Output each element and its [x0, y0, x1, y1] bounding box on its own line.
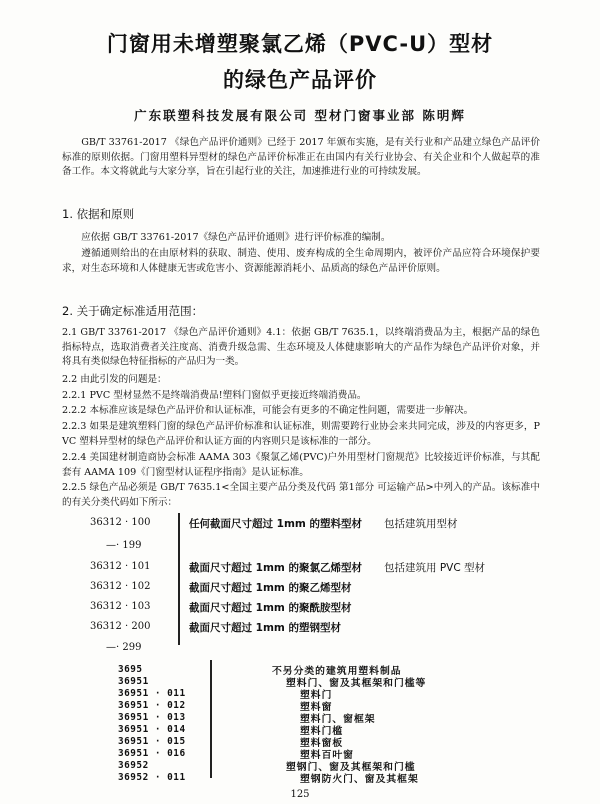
clause-2-2-2: 2.2.2 本标准应该是绿色产品评价和认证标准，可能会有更多的不确定性问题，需要进一步解决。: [62, 405, 474, 416]
table-2-desc: 塑料门: [300, 690, 333, 701]
table-2-desc: 不另分类的建筑用塑料制品: [272, 666, 402, 677]
clause-2-2-4: 2.2.4 美国建材制造商协会标准 AAMA 303《聚氯乙烯(PVC)户外用型材门窗规范》比较接近评价标准，与其配套有 AAMA 109《门窗型材认证程序指南》是认证标准。: [62, 452, 540, 478]
table-2-code: 36951 · 012: [118, 700, 186, 711]
section-1-paragraph-2: 遵循通则给出的在由原材料的获取、制造、使用、废弃构成的全生命周期内，被评价产品应符合环境保护要求，对生态环境和人体健康无害或危害小、资源能源消耗小、品质高的绿色产品评价原则。: [62, 248, 540, 274]
table-2-desc: 塑料窗板: [300, 738, 344, 749]
table-1-code: 36312 · 100: [90, 517, 151, 528]
table-2-code: 36952: [118, 760, 149, 771]
table-2-code: 3695: [118, 664, 143, 675]
table-2-desc: 塑钢防火门、窗及其框架: [300, 774, 419, 785]
table-1-code: 36312 · 102: [90, 581, 151, 592]
table-1-code: 36312 · 200: [90, 621, 151, 632]
table-1-code: —· 299: [106, 642, 142, 653]
table-2-desc: 塑料门、窗框架: [300, 714, 376, 725]
table-2-desc: 塑料门、窗及其框架和门槛等: [286, 678, 427, 689]
clause-2-2-3: 2.2.3 如果是建筑塑料门窗的绿色产品评价标准和认证标准，则需要跨行业协会来共同完成，涉及的内容更多，PVC 塑料异型材的绿色产品评价和认证方面的内容则只是该标准的一部分。: [62, 421, 540, 447]
table-2-desc: 塑料门槛: [300, 726, 344, 737]
table-2-desc: 塑料窗: [300, 702, 333, 713]
table-1-note: 包括建筑用 PVC 型材: [384, 562, 486, 574]
clause-2-2-5: 2.2.5 绿色产品必须是 GB/T 7635.1<全国主要产品分类及代码 第1部分 可运输产品>中列入的产品。该标准中的有关分类代码如下所示：: [62, 482, 540, 508]
intro-paragraph: GB/T 33761-2017 《绿色产品评价通则》已经于 2017 年颁布实施，是有关行业和产品建立绿色产品评价标准的原则依据。门窗用塑料异型材的绿色产品评价标准正在由国内有关行业协会、有关企业和个人做起草的准备工作。本文将就此与大家分享，旨在引起行业的关注，加速推进行业的可持续发展。: [62, 137, 540, 177]
table-2-desc: 塑钢门、窗及其框架和门槛: [286, 762, 416, 773]
clause-2-1: 2.1 GB/T 33761-2017 《绿色产品评价通则》4.1：依据 GB/T 7635.1，以终端消费品为主，根据产品的绿色指标特点，选取消费者关注度高、消费升级急需、生态环境及人体健康影响大的产品作为绿色产品评价对象，并将具有类似绿色特征指标的产品归为一类。: [62, 327, 540, 367]
table-1-desc: 截面尺寸超过 1mm 的聚乙烯型材: [189, 582, 352, 594]
table-1-code: —· 199: [106, 540, 142, 551]
table-1-code: 36312 · 101: [90, 561, 151, 572]
table-2-code: 36951 · 016: [118, 748, 186, 759]
table-2-code: 36952 · 011: [118, 772, 186, 783]
table-2-divider: [210, 660, 212, 778]
article-title-line-2: 的绿色产品评价: [223, 68, 377, 92]
section-1-heading: 1. 依据和原则: [62, 207, 135, 221]
table-2-code: 36951: [118, 676, 149, 687]
table-1-desc: 截面尺寸超过 1mm 的塑钢型材: [189, 622, 341, 634]
table-2-code: 36951 · 015: [118, 736, 186, 747]
table-2-desc: 塑料百叶窗: [300, 750, 354, 761]
table-1-desc: 截面尺寸超过 1mm 的聚酰胺型材: [189, 602, 352, 614]
table-2-code: 36951 · 014: [118, 724, 186, 735]
table-1-code: 36312 · 103: [90, 601, 151, 612]
table-1-desc: 截面尺寸超过 1mm 的聚氯乙烯型材: [189, 562, 362, 574]
section-1-paragraph-1: 应依据 GB/T 33761-2017《绿色产品评价通则》进行评价标准的编制。: [81, 232, 391, 243]
article-title-line-1: 门窗用未增塑聚氯乙烯（PVC-U）型材: [106, 32, 494, 56]
table-1-note: 包括建筑用型材: [384, 518, 458, 530]
section-2-heading: 2. 关于确定标准适用范围：: [62, 304, 204, 318]
author-line: 广东联塑科技发展有限公司 型材门窗事业部 陈明辉: [134, 108, 466, 123]
table-2-code: 36951 · 013: [118, 712, 186, 723]
table-1-desc: 任何截面尺寸超过 1mm 的塑料型材: [189, 518, 362, 530]
clause-2-2: 2.2 由此引发的问题是：: [62, 374, 167, 385]
table-1-divider: [178, 513, 180, 645]
clause-2-2-1: 2.2.1 PVC 型材显然不是终端消费品!塑料门窗似乎更接近终端消费品。: [62, 390, 367, 401]
page-number: 125: [290, 789, 310, 800]
table-2-code: 36951 · 011: [118, 688, 186, 699]
